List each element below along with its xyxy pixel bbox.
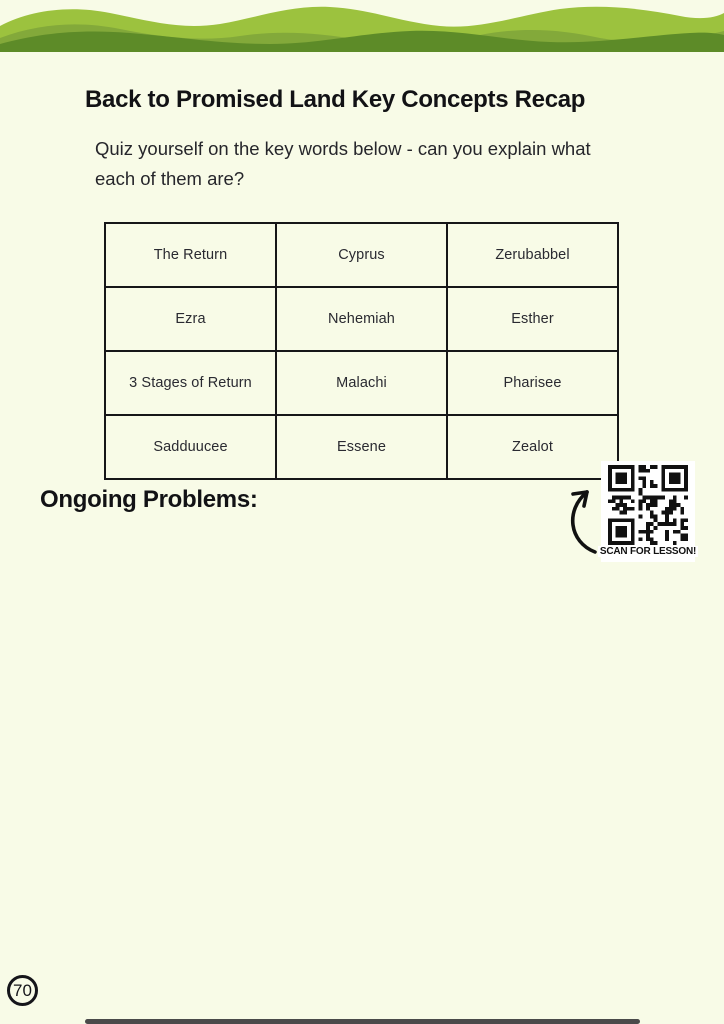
ongoing-problems-heading: Ongoing Problems: [40, 486, 258, 513]
qr-caption: SCAN FOR LESSON! [599, 546, 697, 557]
table-row [105, 415, 618, 479]
table-row [105, 287, 618, 351]
table-cell: Ezra [105, 287, 276, 351]
table-cell: Pharisee [447, 351, 618, 415]
table-cell: Essene [276, 415, 447, 479]
table-cell: Zealot [447, 415, 618, 479]
table-cell: 3 Stages of Return [105, 351, 276, 415]
table-cell: The Return [105, 223, 276, 287]
table-row [105, 223, 618, 287]
page-number-badge: 70 [7, 975, 38, 1006]
header-hills-graphic [0, 0, 724, 52]
table-cell: Zerubabbel [447, 223, 618, 287]
intro-line-2: each of them are? [95, 168, 245, 189]
table-cell: Sadduucee [105, 415, 276, 479]
table-cell: Esther [447, 287, 618, 351]
qr-code-block[interactable] [601, 461, 695, 562]
page-title: Back to Promised Land Key Concepts Recap [85, 86, 586, 113]
table-row [105, 351, 618, 415]
intro-text [95, 134, 675, 194]
table-cell: Malachi [276, 351, 447, 415]
bottom-home-indicator [85, 1019, 640, 1024]
table-cell: Cyprus [276, 223, 447, 287]
table-cell: Nehemiah [276, 287, 447, 351]
key-words-table [104, 222, 619, 480]
qr-code-icon [608, 465, 688, 545]
intro-line-1: Quiz yourself on the key words below - can you explain what [95, 138, 591, 159]
